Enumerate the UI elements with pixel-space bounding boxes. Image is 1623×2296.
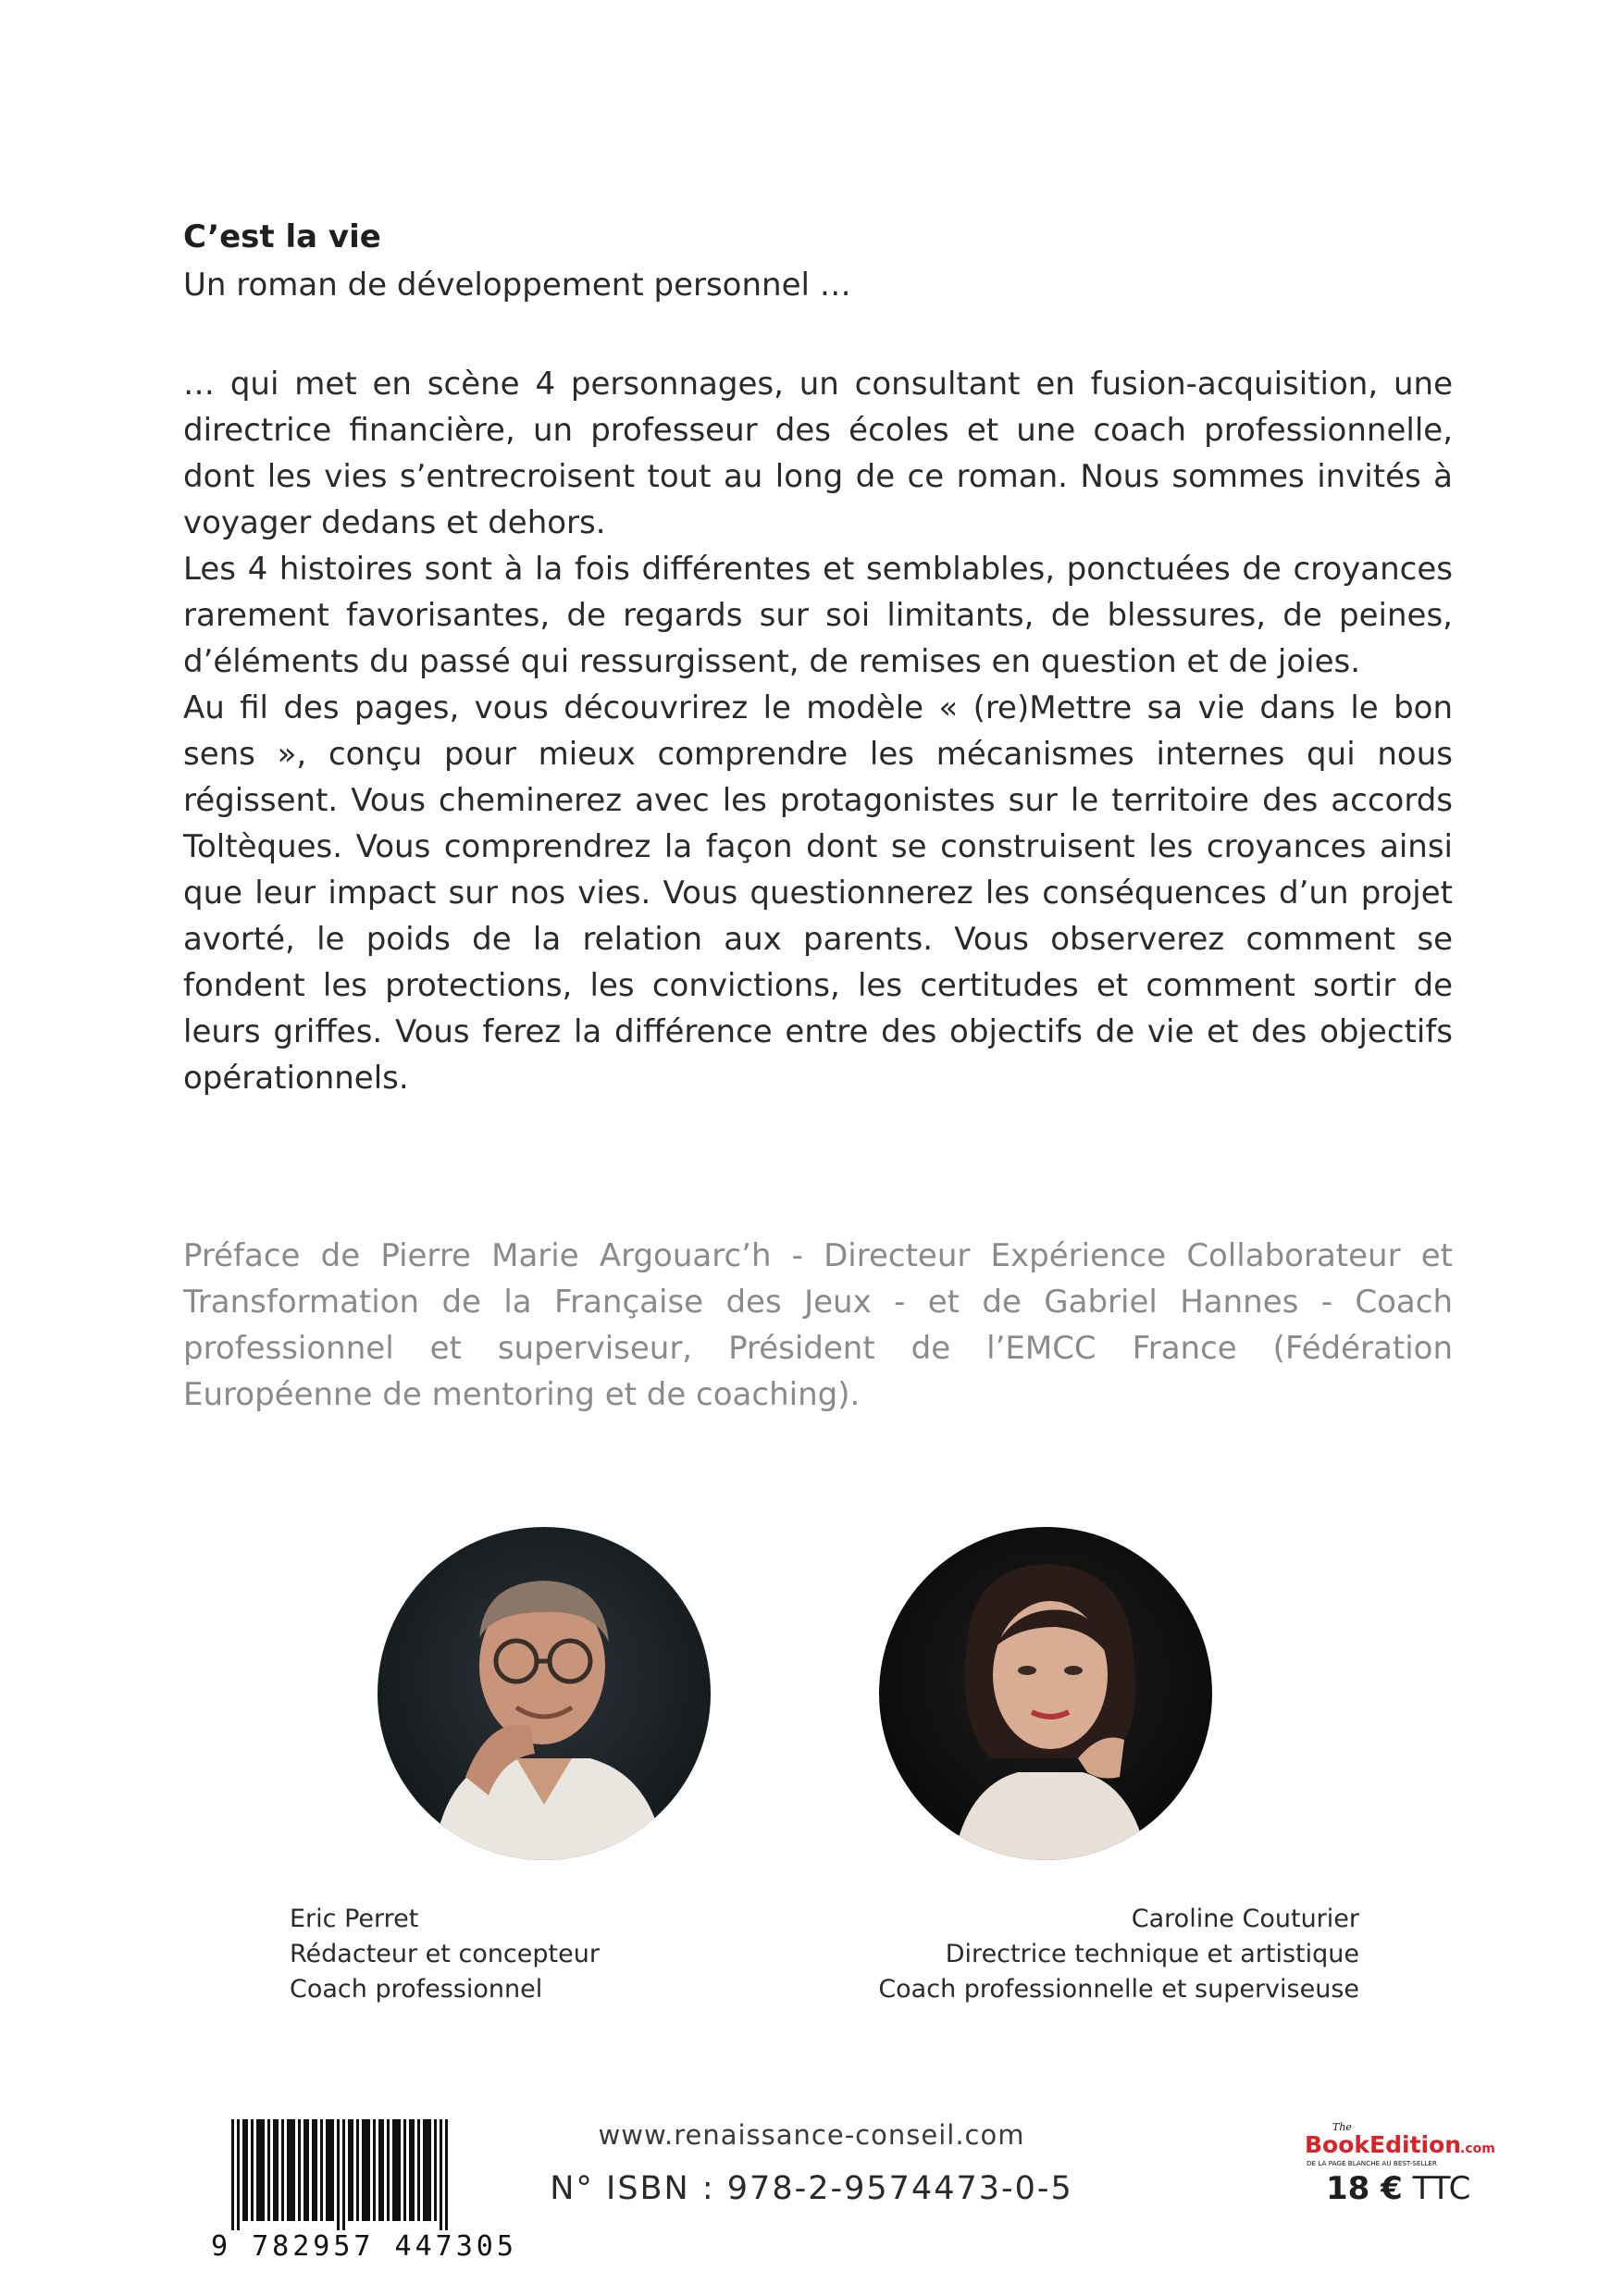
barcode-number: 9 782957 447305 xyxy=(211,2230,517,2263)
synopsis xyxy=(183,361,1453,1101)
author-caption-eric xyxy=(290,1902,600,2007)
author-role: Coach professionnel xyxy=(290,1975,543,2004)
synopsis-paragraph: Au fil des pages, vous découvrirez le modèle « (re)Mettre sa vie dans le bon sens », conçu pour mieux comprendre les mécanismes internes qui nous régissent. Vous cheminerez avec les protagonistes sur le territoire des accords Toltèques. Vous comprendrez la façon dont se construisent les croyances ainsi que leur impact sur nos vies. Vous questionnerez les conséquences d’un projet avorté, le poids de la relation aux parents. Vous observerez comment se fondent les protections, les convictions, les certitudes et comment sortir de leurs griffes. Vous ferez la différence entre des objectifs de vie et des objectifs opérationnels. xyxy=(183,689,1453,1097)
author-photo-eric xyxy=(378,1527,711,1860)
isbn-number: N° ISBN : 978-2-9574473-0-5 xyxy=(550,2170,1073,2207)
logo-main-text: BookEdition xyxy=(1305,2131,1462,2158)
bookedition-logo xyxy=(1305,2119,1508,2175)
logo-domain-text: .com xyxy=(1460,2141,1495,2156)
author-role: Rédacteur et concepteur xyxy=(290,1940,600,1968)
author-caption-caroline xyxy=(878,1902,1359,2007)
author-name: Eric Perret xyxy=(290,1905,419,1933)
synopsis-paragraph: Les 4 histoires sont à la fois différentes et semblables, ponctuées de croyances rarement favorisantes, de regards sur soi limitants, de blessures, de peines, d’éléments du passé qui ressurgissent, de remises en question et de joies. xyxy=(183,551,1453,680)
price-amount: 18 € xyxy=(1326,2170,1403,2207)
book-subtitle: Un roman de développement personnel … xyxy=(183,267,851,304)
website-url: www.renaissance-conseil.com xyxy=(598,2119,1025,2151)
author-name: Caroline Couturier xyxy=(1131,1905,1359,1933)
price-suffix: TTC xyxy=(1402,2170,1471,2207)
book-title: C’est la vie xyxy=(183,218,381,255)
logo-tagline-text: DE LA PAGE BLANCHE AU BEST-SELLER xyxy=(1307,2159,1437,2167)
author-role: Directrice technique et artistique xyxy=(945,1940,1359,1968)
portrait-woman-illustration xyxy=(879,1527,1212,1860)
synopsis-paragraph: … qui met en scène 4 personnages, un consultant en fusion-acquisition, une directrice financière, un professeur des écoles et une coach professionnelle, dont les vies s’entrecroisent tout au long de ce roman. Nous sommes invités à voyager dedans et dehors. xyxy=(183,366,1453,541)
portrait-man-illustration xyxy=(378,1527,711,1860)
author-photo-caroline xyxy=(879,1527,1212,1860)
preface-text: Préface de Pierre Marie Argouarc’h - Directeur Expérience Collaborateur et Transformation de la Française des Jeux - et de Gabriel Hannes - Coach professionnel et superviseur, Président de l’EMCC France (Fédération Européenne de mentoring et de coaching). xyxy=(183,1237,1453,1413)
author-role: Coach professionnelle et superviseuse xyxy=(878,1975,1359,2004)
price xyxy=(1326,2170,1470,2207)
logo-the-text: The xyxy=(1332,2121,1352,2133)
